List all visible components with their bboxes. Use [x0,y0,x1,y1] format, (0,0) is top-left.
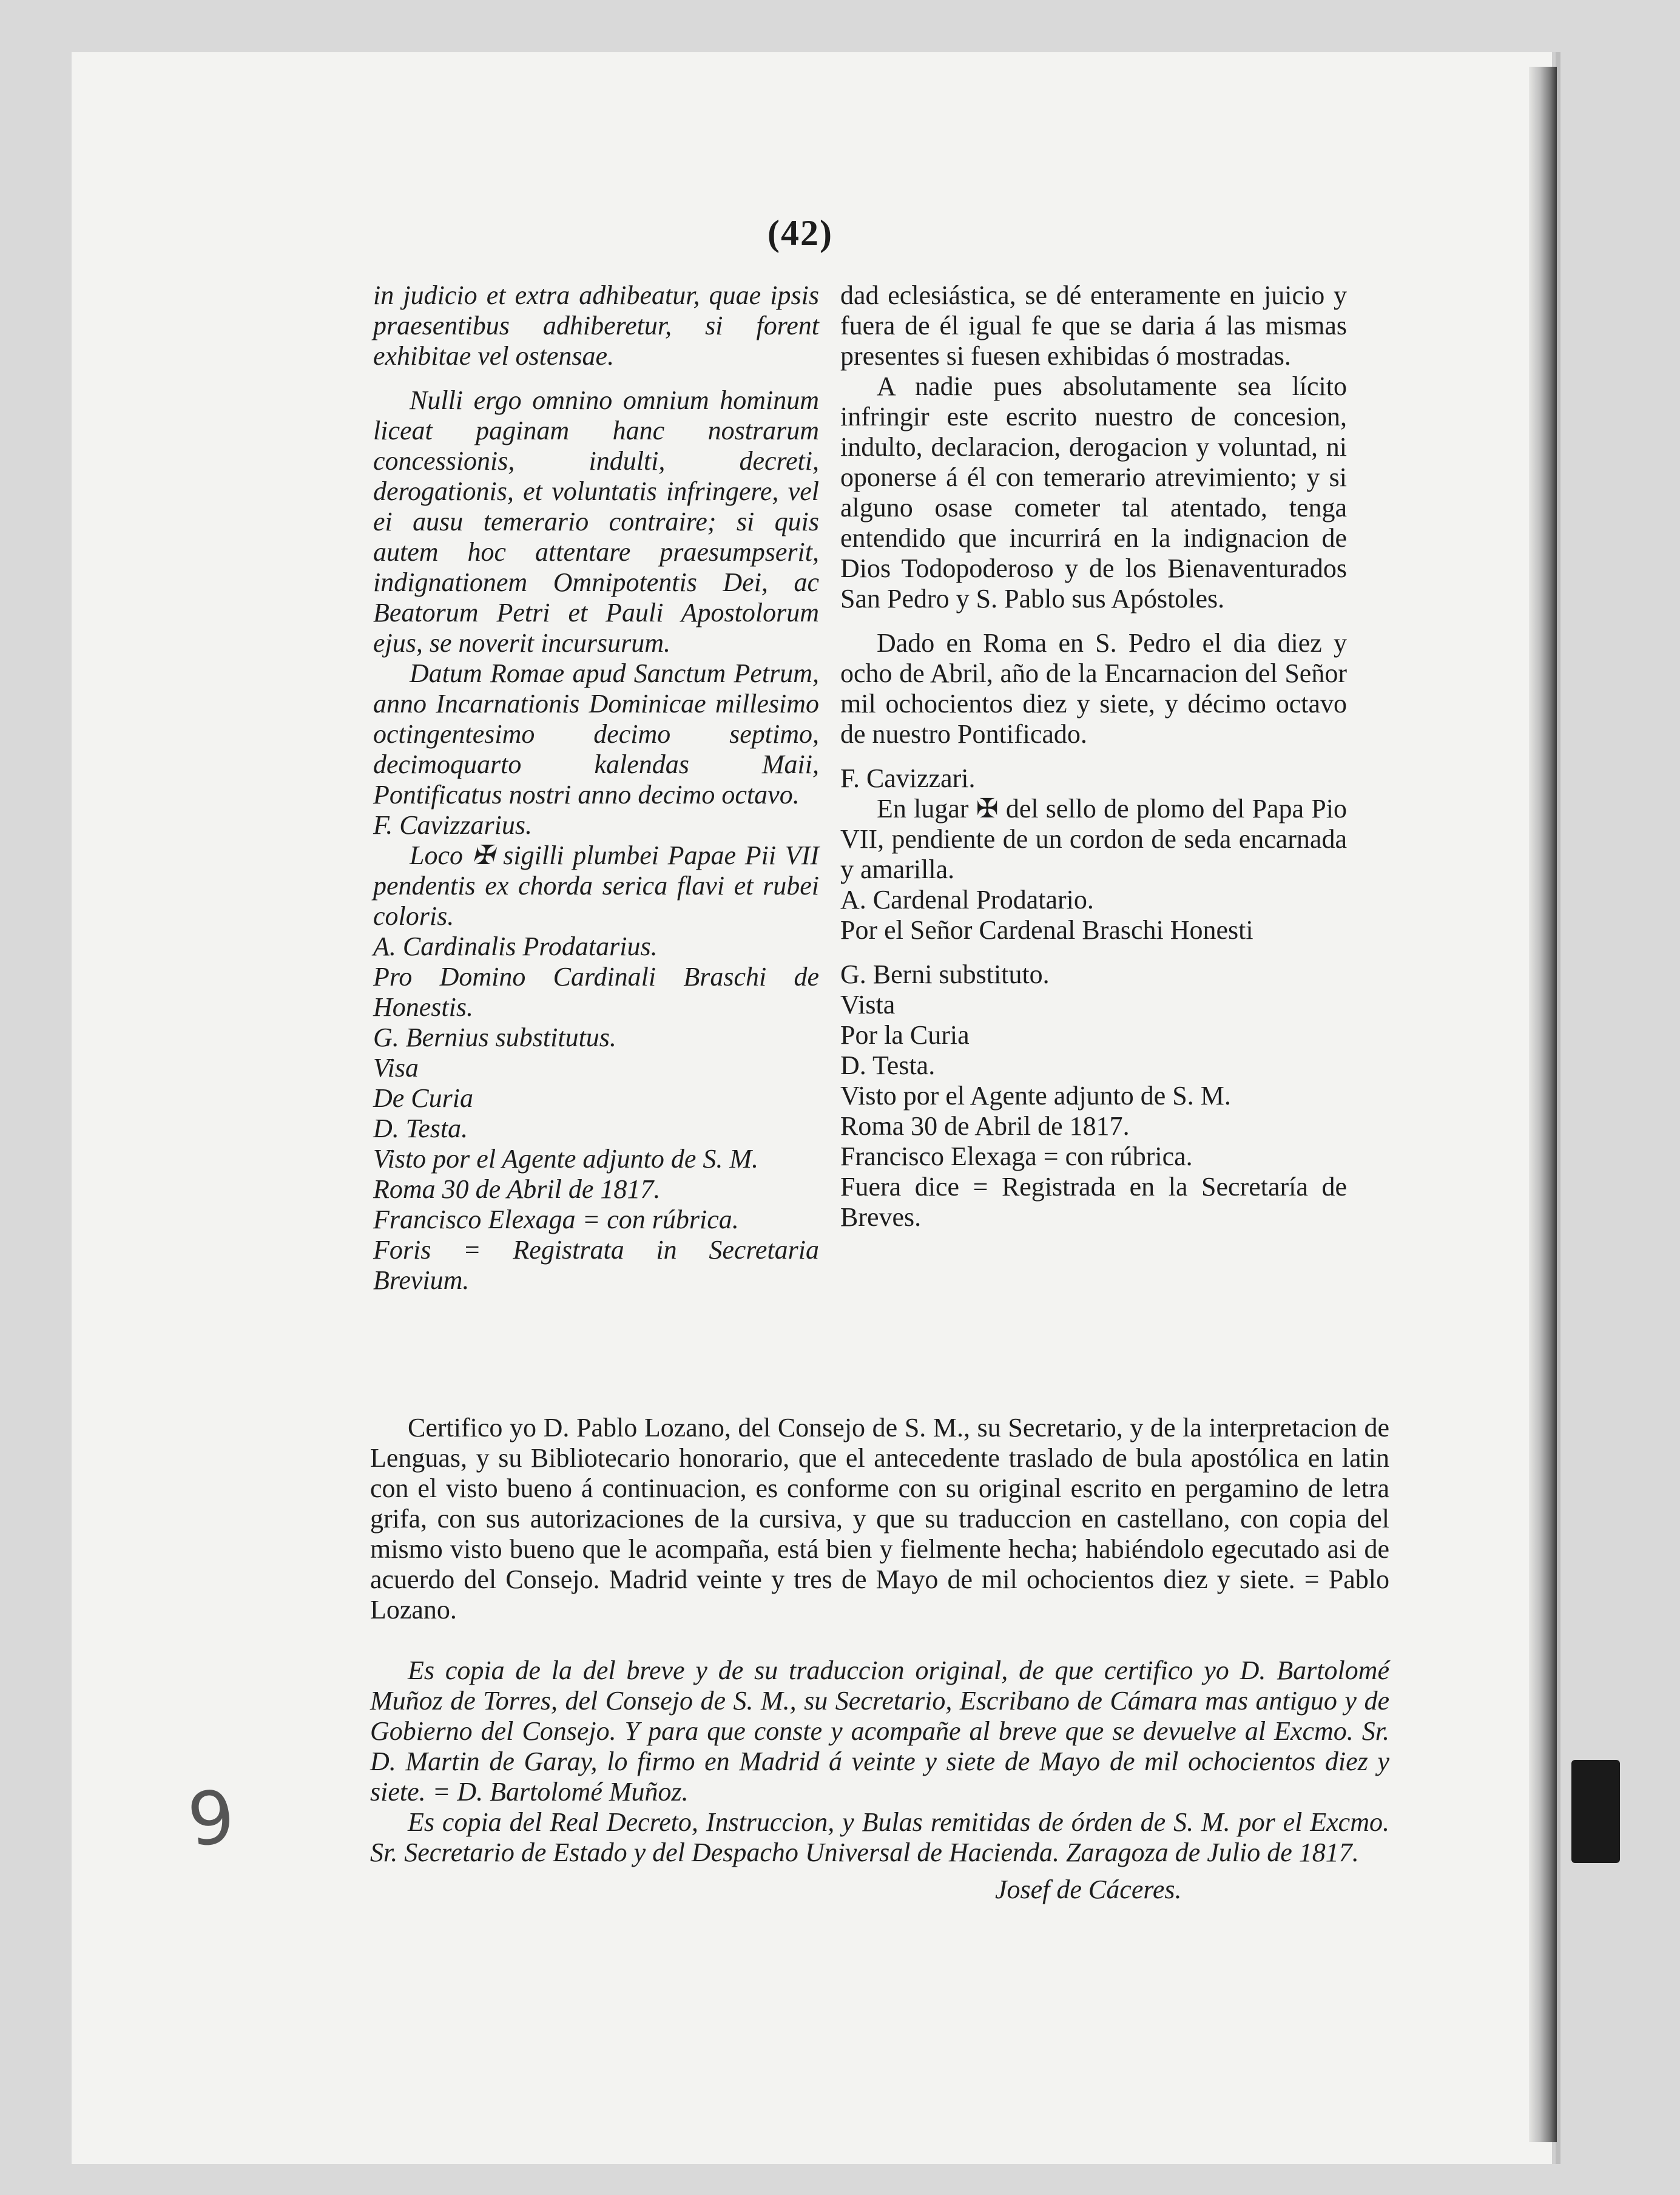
latin-paragraph: F. Cavizzarius. [373,810,533,840]
spanish-paragraph: Francisco Elexaga = con rúbrica. [840,1141,1193,1171]
spanish-paragraph: Visto por el Agente adjunto de S. M. [840,1081,1231,1111]
latin-paragraph: Loco ✠ sigilli plumbei Papae Pii VII pendentis ex chorda serica flavi et rubei coloris. [373,840,819,931]
es-copia-1-text: Es copia de la del breve y de su traduccion original, de que certifico yo D. Bartolomé Muñoz de Torres, del Consejo de S. M., su Secretario, Escribano de Cámara mas antiguo y de Gobierno del Consejo. Y para que conste y acompañe al breve que se devuelve al Excmo. Sr. D. Martin de Garay, lo firmo en Madrid á veinte y siete de Mayo de mil ochocientos diez y siete. = D. Bartolomé Muñoz. [370,1656,1389,1807]
spanish-paragraph: G. Berni substituto. [840,959,1050,989]
certifico-text: Certifico yo D. Pablo Lozano, del Consejo de S. M., su Secretario, y de la interpretacion de Lenguas, y su Bibliotecario honorario, que el antecedente traslado de bula apostólica en latin con el visto bueno á continuacion, es conforme con su original escrito en pergamino de letra grifa, con sus autorizaciones de la cursiva, y que su traduccion en castellano, con copia del mismo visto bueno que le acompaña, está bien y fielmente hecha; habiéndolo egecutado asi de acuerdo del Consejo. Madrid veinte y tres de Mayo de mil ochocientos diez y siete. = Pablo Lozano. [370,1413,1389,1625]
latin-paragraph: De Curia [373,1083,473,1113]
spanish-paragraph: Dado en Roma en S. Pedro el dia diez y ocho de Abril, año de la Encarnacion del Señor mil ochocientos diez y siete, y décimo octavo de nuestro Pontificado. [840,628,1347,749]
latin-paragraph: Francisco Elexaga = con rúbrica. [373,1205,739,1234]
latin-paragraph: G. Bernius substitutus. [373,1023,616,1052]
latin-paragraph: Datum Romae apud Sanctum Petrum, anno Incarnationis Dominicae millesimo octingentesimo decimo septimo, decimoquarto kalendas Maii, Pontificatus nostri anno decimo octavo. [373,658,819,810]
spanish-paragraph: Fuera dice = Registrada en la Secretaría de Breves. [840,1172,1347,1232]
latin-paragraph: Pro Domino Cardinali Braschi de Honestis. [373,962,819,1022]
copy-attestation-1 [370,1656,1389,1807]
latin-paragraph: Roma 30 de Abril de 1817. [373,1174,661,1204]
spanish-paragraph: D. Testa. [840,1050,936,1080]
spanish-paragraph: En lugar ✠ del sello de plomo del Papa Pio VII, pendiente de un cordon de seda encarnada y amarilla. [840,794,1347,884]
handwritten-mark: 9 [183,1774,239,1864]
spanish-paragraph: dad eclesiástica, se dé enteramente en juicio y fuera de él igual fe que se daria á las mismas presentes si fuesen exhibidas ó mostradas. [840,280,1347,371]
spanish-column [840,280,1347,1233]
spanish-paragraph: Por la Curia [840,1020,970,1050]
spanish-paragraph: Por el Señor Cardenal Braschi Honesti [840,915,1253,945]
page-number: (42) [767,213,833,253]
certification-paragraph [370,1413,1389,1625]
binding-tab [1571,1760,1620,1863]
spanish-paragraph: Roma 30 de Abril de 1817. [840,1111,1130,1141]
signature: Josef de Cáceres. [995,1875,1182,1904]
es-copia-2-text: Es copia del Real Decreto, Instruccion, y Bulas remitidas de órden de S. M. por el Excmo. Sr. Secretario de Estado y del Despacho Universal de Hacienda. Zaragoza de Julio de 1817. [370,1807,1389,1867]
spanish-paragraph: F. Cavizzari. [840,763,976,793]
copy-attestation-2 [370,1807,1389,1868]
latin-paragraph: A. Cardinalis Prodatarius. [373,932,658,961]
latin-paragraph: Visto por el Agente adjunto de S. M. [373,1144,759,1174]
spanish-paragraph: A nadie pues absolutamente sea lícito infringir este escrito nuestro de concesion, indulto, declaracion, derogacion y voluntad, ni oponerse á él con temerario atrevimiento; y si alguno osase cometer tal atentado, tenga entendido que incurrirá en la indignacion de Dios Todopoderoso y de los Bienaventurados San Pedro y S. Pablo sus Apóstoles. [840,371,1347,614]
latin-column [373,280,819,1296]
spanish-paragraph: A. Cardenal Prodatario. [840,885,1094,915]
latin-paragraph: D. Testa. [373,1114,468,1143]
latin-paragraph: Nulli ergo omnino omnium hominum liceat paginam hanc nostrarum concessionis, indulti, decreti, derogationis, et voluntatis infringere, vel ei ausu temerario contraire; si quis autem hoc attentare praesumpserit, indignationem Omnipotentis Dei, ac Beatorum Petri et Pauli Apostolorum ejus, se noverit incursurum. [373,385,819,658]
latin-paragraph: in judicio et extra adhibeatur, quae ipsis praesentibus adhiberetur, si forent exhibitae vel ostensae. [373,280,819,371]
spanish-paragraph: Vista [840,990,896,1020]
page-edge [1529,67,1557,2142]
latin-paragraph: Foris = Registrata in Secretaria Brevium. [373,1235,819,1295]
latin-paragraph: Visa [373,1053,419,1083]
